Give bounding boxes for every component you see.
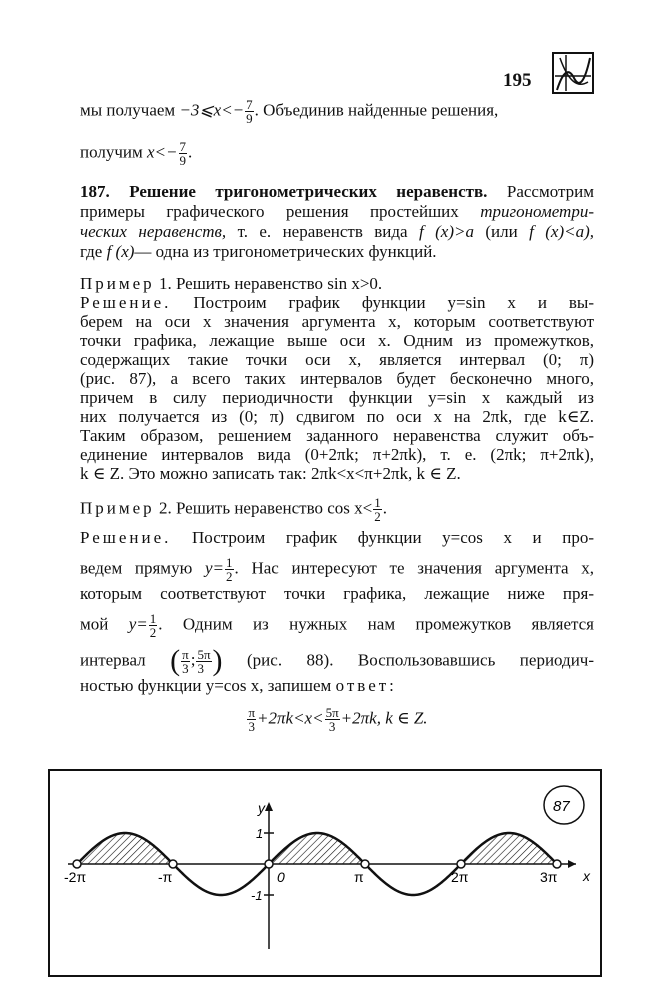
- example2-heading: Пример 2. Решить неравенство cos x< $\frac{1}{2}$ .: [80, 495, 387, 524]
- x-tick-label: 2π: [451, 869, 469, 885]
- open-point: [457, 860, 465, 868]
- intro-line-1: мы получаем −3⩽x<− $\frac{7}{9}$ . Объединив найденные решения,: [80, 97, 499, 126]
- function-graph-logo-icon: [552, 52, 594, 94]
- figure-frame: [49, 770, 601, 976]
- figure-87: [48, 769, 602, 977]
- x-tick-label: -π: [158, 869, 173, 885]
- example2-line-6: ностью функции y=cos x, запишем ответ:: [80, 676, 397, 695]
- example1-line: единение интервалов вида (0+2πk; π+2πk), т. е. (2πk; π+2πk),: [80, 445, 594, 464]
- example1-line: них получается из (0; π) сдвигом по оси x на 2πk, где k∈Z.: [80, 407, 594, 426]
- example2-line-3: которым соответствуют точки графика, лежащие ниже пря-: [80, 584, 594, 603]
- open-point: [361, 860, 369, 868]
- section-title: 187. Решение тригонометрических неравенств.: [80, 182, 488, 201]
- x-tick-label: 3π: [540, 869, 558, 885]
- x-axis-label: x: [583, 868, 590, 884]
- example1-line: k ∈ Z. Это можно записать так: 2πk<x<π+2πk, k ∈ Z.: [80, 464, 461, 483]
- example1-line: точки графика, лежащие выше оси x. Одним из промежутков,: [80, 331, 594, 350]
- section-line-2: примеры графического решения простейших тригонометри-: [80, 202, 594, 221]
- section-title-line: 187. Решение тригонометрических неравенств. Рассмотрим: [80, 182, 594, 201]
- y-axis-label: y: [258, 800, 265, 816]
- y-axis-arrow-icon: [265, 802, 273, 811]
- y-tick-label: -1: [251, 888, 263, 903]
- example1-line: причем в силу периодичности функции y=sin x каждый из: [80, 388, 594, 407]
- x-tick-label: 0: [277, 869, 285, 885]
- example2-line-1: Решение. Построим график функции y=cos x и про-: [80, 528, 594, 547]
- x-tick-label: -2π: [64, 869, 87, 885]
- y-tick-label: 1: [256, 826, 264, 841]
- example1-heading: Пример 1. Решить неравенство sin x>0.: [80, 274, 383, 293]
- positive-regions: [77, 833, 557, 864]
- open-point: [553, 860, 561, 868]
- answer-formula: $\frac{\pi}{3}$ +2πk<x< $\frac{5\pi}{3}$ +2πk, k ∈ Z.: [248, 705, 428, 734]
- x-axis-arrow-icon: [568, 860, 576, 868]
- section-line-3: ческих неравенств, т. е. неравенств вида f (x)>a (или f (x)<a),: [80, 222, 594, 241]
- open-point: [73, 860, 81, 868]
- example1-line-0: Решение. Построим график функции y=sin x и вы-: [80, 293, 595, 312]
- example2-line-4: мой y= $\frac{1}{2}$ . Одним из нужных нам промежутков является: [80, 611, 595, 640]
- intro-line-2: получим x<− $\frac{7}{9}$ .: [80, 139, 193, 168]
- example2-line-5: интервал ( $\frac{\pi}{3}$ ; $\frac{5\pi}{3}$ ) (рис. 88). Воспользовавшись периодич-: [80, 644, 595, 678]
- figure-number: 87: [553, 798, 570, 815]
- section-line-4: где f (x)— одна из тригонометрических функций.: [80, 242, 437, 261]
- open-point: [265, 860, 273, 868]
- example1-line: (рис. 87), а всего таких интервалов будет бесконечно много,: [80, 369, 594, 388]
- example1-line: содержащих такие точки оси x, является интервал (0; π): [80, 350, 594, 369]
- example2-line-2: ведем прямую y= $\frac{1}{2}$ . Нас интересуют те значения аргумента x,: [80, 555, 595, 584]
- x-tick-label: π: [354, 869, 364, 885]
- example1-line: Таким образом, решением заданного неравенства служит объ-: [80, 426, 594, 445]
- page-number: 195: [503, 70, 532, 91]
- open-point: [169, 860, 177, 868]
- example1-line: берем на оси x значения аргумента x, которым соответствуют: [80, 312, 594, 331]
